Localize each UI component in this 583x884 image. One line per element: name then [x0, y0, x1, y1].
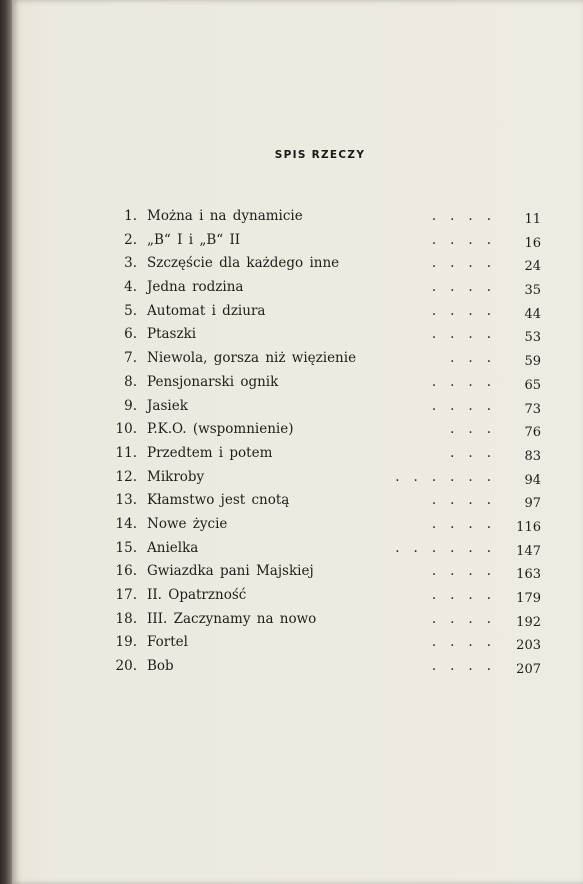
toc-entry-number: 7. — [124, 350, 137, 367]
toc-entry-page: 192 — [516, 614, 541, 630]
toc-entry-title: Nowe życie — [147, 515, 228, 532]
toc-entry-number: 14. — [115, 515, 137, 532]
toc-entry-title: Pensjonarski ognik — [147, 373, 279, 390]
toc-entry-title: Mikroby — [147, 468, 205, 485]
toc-entry-number: 5. — [124, 302, 137, 319]
toc-entry-page: 53 — [524, 330, 541, 346]
toc-entry — [0, 445, 583, 469]
toc-entry-number: 20. — [115, 658, 137, 675]
toc-entry-page: 44 — [524, 306, 541, 322]
toc-entry — [0, 492, 583, 516]
toc-entry-number: 18. — [115, 610, 137, 627]
toc-dot-leader: .... — [431, 231, 505, 248]
toc-entry — [0, 421, 583, 445]
toc-entry — [0, 469, 583, 493]
toc-entry-page: 203 — [516, 638, 541, 654]
toc-entry-page: 73 — [524, 401, 541, 417]
toc-entry-page: 35 — [524, 283, 541, 299]
toc-dot-leader: .... — [431, 563, 505, 580]
toc-entry — [0, 255, 583, 279]
toc-dot-leader: .... — [431, 492, 505, 509]
toc-entry — [0, 563, 583, 587]
toc-entry-page: 16 — [524, 235, 541, 251]
toc-entry-title: Bob — [147, 658, 174, 675]
toc-entry — [0, 208, 583, 232]
toc-dot-leader: ... — [450, 421, 505, 438]
toc-entry-title: Gwiazdka pani Majskiej — [147, 563, 314, 580]
toc-dot-leader: .... — [431, 208, 505, 224]
toc-entry-page: 76 — [524, 425, 541, 441]
toc-dot-leader: ...... — [395, 539, 505, 556]
toc-entry-title: „B“ I i „B“ II — [147, 231, 241, 248]
toc-list — [0, 208, 583, 682]
toc-dot-leader: .... — [431, 326, 505, 343]
toc-entry-page: 179 — [516, 591, 541, 606]
toc-entry-title: III. Zaczynamy na nowo — [147, 610, 317, 627]
toc-entry-page: 97 — [524, 496, 541, 512]
toc-entry — [0, 326, 583, 350]
toc-entry-title: Przedtem i potem — [147, 444, 273, 461]
toc-entry-number: 2. — [124, 231, 137, 248]
toc-entry-page: 207 — [516, 662, 541, 678]
toc-dot-leader: .... — [431, 587, 505, 603]
toc-dot-leader: .... — [431, 279, 505, 296]
toc-entry-title: Ptaszki — [147, 326, 197, 343]
toc-dot-leader: .... — [431, 397, 505, 414]
toc-entry-number: 4. — [124, 279, 137, 296]
toc-entry-number: 10. — [115, 421, 137, 438]
toc-entry — [0, 398, 583, 422]
toc-entry — [0, 374, 583, 398]
toc-entry-page: 59 — [524, 354, 541, 370]
toc-dot-leader: .... — [431, 255, 505, 272]
toc-entry-title: Można i na dynamicie — [147, 208, 303, 224]
toc-entry-number: 6. — [124, 326, 137, 343]
toc-entry-title: Szczęście dla każdego inne — [147, 255, 340, 272]
toc-entry-page: 116 — [516, 519, 541, 535]
toc-entry-number: 16. — [115, 563, 137, 580]
toc-entry-number: 13. — [115, 492, 137, 509]
toc-dot-leader: .... — [431, 610, 505, 627]
toc-dot-leader: ...... — [395, 468, 505, 485]
toc-entry — [0, 634, 583, 658]
toc-entry — [0, 540, 583, 564]
toc-entry — [0, 350, 583, 374]
toc-dot-leader: .... — [431, 302, 505, 319]
toc-entry-page: 11 — [524, 212, 541, 227]
toc-entry-number: 11. — [115, 444, 137, 461]
toc-entry-title: Jedna rodzina — [147, 279, 244, 296]
toc-entry — [0, 232, 583, 256]
toc-entry-number: 17. — [115, 587, 137, 603]
toc-entry-title: Kłamstwo jest cnotą — [147, 492, 290, 509]
toc-dot-leader: .... — [431, 658, 505, 675]
toc-entry-number: 1. — [124, 208, 137, 224]
toc-entry-number: 9. — [124, 397, 137, 414]
toc-entry — [0, 279, 583, 303]
toc-entry-title: Anielka — [147, 539, 199, 556]
toc-dot-leader: ... — [450, 350, 505, 367]
toc-entry — [0, 303, 583, 327]
toc-entry-title: Fortel — [147, 634, 188, 651]
toc-entry — [0, 611, 583, 635]
toc-entry-page: 24 — [524, 259, 541, 275]
toc-dot-leader: .... — [431, 373, 505, 390]
toc-entry-title: II. Opatrzność — [147, 587, 247, 603]
toc-entry-title: Automat i dziura — [147, 302, 266, 319]
toc-entry — [0, 658, 583, 682]
toc-entry — [0, 587, 583, 611]
toc-entry-number: 15. — [115, 539, 137, 556]
toc-entry-page: 94 — [524, 472, 541, 488]
toc-entry-number: 8. — [124, 373, 137, 390]
toc-dot-leader: ... — [450, 444, 505, 461]
toc-dot-leader: .... — [431, 634, 505, 651]
toc-entry-page: 83 — [524, 448, 541, 464]
toc-entry-number: 3. — [124, 255, 137, 272]
toc-title: SPIS RZECZY — [274, 149, 366, 161]
toc-entry — [0, 516, 583, 540]
toc-entry-page: 147 — [516, 543, 541, 559]
toc-entry-page: 65 — [524, 377, 541, 393]
toc-entry-page: 163 — [516, 567, 541, 583]
toc-entry-title: Niewola, gorsza niż więzienie — [147, 350, 357, 367]
toc-entry-title: P.K.O. (wspomnienie) — [147, 421, 294, 438]
toc-entry-title: Jasiek — [147, 397, 188, 414]
toc-dot-leader: .... — [431, 515, 505, 532]
toc-entry-number: 19. — [115, 634, 137, 651]
toc-entry-number: 12. — [115, 468, 137, 485]
